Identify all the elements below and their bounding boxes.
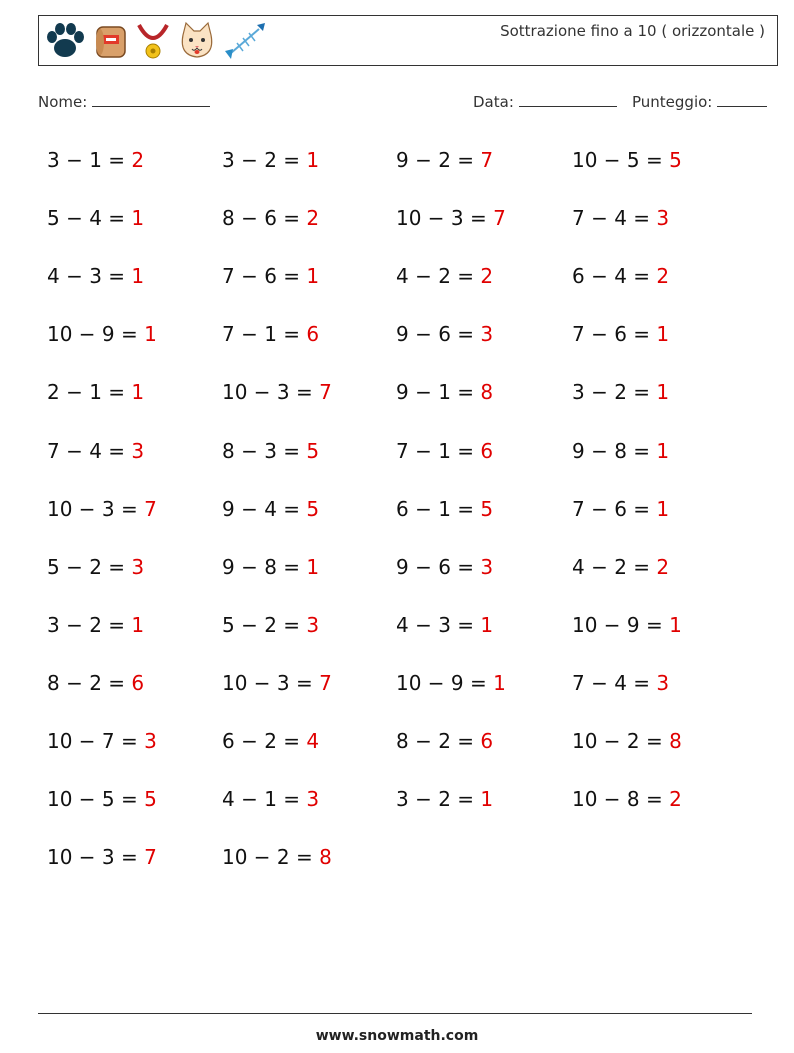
problem-question: 8 − 3 = — [222, 439, 307, 463]
problem-answer: 2 — [656, 264, 670, 288]
fish-bone-icon — [223, 21, 267, 61]
problem-answer: 3 — [306, 613, 320, 637]
problem-question: 10 − 8 = — [572, 787, 670, 811]
problem-item — [572, 612, 682, 638]
problem-item — [572, 496, 669, 522]
problem-item — [396, 438, 493, 464]
footer-divider — [38, 1013, 752, 1014]
worksheet-title: Sottrazione fino a 10 ( orizzontale ) — [500, 22, 765, 40]
problem-answer: 2 — [669, 787, 682, 811]
problem-question: 9 − 6 = — [396, 555, 481, 579]
problem-answer: 5 — [306, 439, 320, 463]
problem-item — [222, 612, 319, 638]
problem-answer: 7 — [319, 380, 332, 404]
problem-answer: 7 — [480, 148, 494, 172]
problem-item — [572, 147, 682, 173]
problem-item — [572, 205, 669, 231]
problem-question: 7 − 6 = — [222, 264, 307, 288]
problem-answer: 1 — [669, 613, 682, 637]
problem-item — [396, 263, 493, 289]
problem-item — [47, 728, 157, 754]
problem-question: 7 − 4 = — [572, 671, 657, 695]
problem-item — [572, 786, 682, 812]
problem-question: 2 − 1 = — [47, 380, 132, 404]
problem-item — [222, 786, 319, 812]
problem-question: 4 − 3 = — [47, 264, 132, 288]
name-label: Nome: — [38, 93, 88, 111]
problem-item — [47, 205, 144, 231]
problem-question: 10 − 7 = — [47, 729, 145, 753]
problem-answer: 6 — [480, 439, 494, 463]
problem-item — [47, 786, 157, 812]
problem-item — [47, 263, 144, 289]
name-field[interactable] — [38, 92, 210, 111]
problem-question: 6 − 1 = — [396, 497, 481, 521]
problem-question: 5 − 2 = — [222, 613, 307, 637]
problem-item — [47, 496, 157, 522]
problem-answer: 1 — [656, 380, 670, 404]
problem-item — [222, 379, 332, 405]
problem-answer: 1 — [306, 264, 320, 288]
problem-item — [396, 496, 493, 522]
header-icons — [43, 20, 267, 62]
problem-question: 10 − 3 = — [47, 845, 145, 869]
problem-item — [572, 321, 669, 347]
problem-question: 6 − 2 = — [222, 729, 307, 753]
problem-question: 10 − 9 = — [396, 671, 494, 695]
problem-question: 4 − 2 = — [572, 555, 657, 579]
problem-question: 8 − 6 = — [222, 206, 307, 230]
problem-answer: 3 — [480, 555, 494, 579]
problem-question: 5 − 4 = — [47, 206, 132, 230]
problem-answer: 6 — [306, 322, 320, 346]
problem-answer: 7 — [493, 206, 506, 230]
problem-answer: 7 — [144, 497, 157, 521]
problem-item — [396, 554, 493, 580]
problem-item — [396, 205, 506, 231]
worksheet-header — [38, 15, 778, 66]
problem-question: 7 − 4 = — [572, 206, 657, 230]
name-blank[interactable] — [92, 92, 210, 107]
problem-answer: 2 — [480, 264, 494, 288]
problem-question: 6 − 4 = — [572, 264, 657, 288]
problem-item — [396, 147, 493, 173]
problem-item — [47, 844, 157, 870]
problem-item — [222, 728, 319, 754]
problem-item — [222, 321, 319, 347]
problem-item — [572, 554, 669, 580]
problem-question: 9 − 8 = — [222, 555, 307, 579]
problem-item — [47, 321, 157, 347]
problem-item — [222, 147, 319, 173]
score-blank[interactable] — [717, 92, 767, 107]
problem-item — [222, 554, 319, 580]
problem-item — [222, 263, 319, 289]
problem-item — [222, 496, 319, 522]
footer-site: www.snowmath.com — [315, 1028, 479, 1044]
dog-bed-icon — [93, 21, 129, 61]
problem-question: 4 − 3 = — [396, 613, 481, 637]
problem-answer: 3 — [306, 787, 320, 811]
problem-answer: 7 — [319, 671, 332, 695]
problem-question: 9 − 1 = — [396, 380, 481, 404]
problem-question: 10 − 3 = — [222, 671, 320, 695]
problem-answer: 3 — [656, 206, 670, 230]
problem-item — [396, 670, 506, 696]
problem-item — [47, 670, 144, 696]
score-field[interactable] — [632, 92, 767, 111]
score-label: Punteggio: — [632, 93, 713, 111]
problem-item — [222, 670, 332, 696]
problem-answer: 5 — [480, 497, 494, 521]
problem-answer: 3 — [144, 729, 157, 753]
problem-answer: 1 — [480, 613, 494, 637]
problem-question: 9 − 6 = — [396, 322, 481, 346]
problem-item — [396, 379, 493, 405]
problem-item — [47, 147, 144, 173]
problem-answer: 1 — [656, 439, 670, 463]
problem-question: 8 − 2 = — [47, 671, 132, 695]
problem-answer: 1 — [306, 148, 320, 172]
problem-item — [47, 438, 144, 464]
date-blank[interactable] — [519, 92, 617, 107]
problem-item — [572, 379, 669, 405]
problem-item — [222, 844, 332, 870]
paw-print-icon — [43, 21, 87, 61]
problem-question: 3 − 1 = — [47, 148, 132, 172]
problem-item — [47, 612, 144, 638]
problem-item — [572, 670, 669, 696]
problem-answer: 1 — [131, 264, 145, 288]
problem-answer: 1 — [306, 555, 320, 579]
problem-item — [396, 728, 493, 754]
problem-answer: 7 — [144, 845, 157, 869]
problem-question: 3 − 2 = — [396, 787, 481, 811]
problem-answer: 2 — [306, 206, 320, 230]
problem-question: 3 − 2 = — [572, 380, 657, 404]
problem-answer: 1 — [131, 206, 145, 230]
problem-answer: 8 — [480, 380, 494, 404]
problem-item — [396, 321, 493, 347]
problem-question: 4 − 2 = — [396, 264, 481, 288]
problem-item — [572, 728, 682, 754]
problem-question: 7 − 1 = — [396, 439, 481, 463]
problem-question: 3 − 2 = — [222, 148, 307, 172]
problem-question: 5 − 2 = — [47, 555, 132, 579]
problem-answer: 3 — [131, 555, 145, 579]
problem-question: 9 − 8 = — [572, 439, 657, 463]
problem-item — [222, 205, 319, 231]
problem-answer: 8 — [319, 845, 332, 869]
problem-question: 4 − 1 = — [222, 787, 307, 811]
pet-collar-icon — [135, 21, 171, 61]
problem-answer: 3 — [131, 439, 145, 463]
problem-question: 10 − 2 = — [222, 845, 320, 869]
date-label: Data: — [473, 93, 514, 111]
problem-answer: 5 — [669, 148, 682, 172]
cat-face-icon — [177, 21, 217, 61]
problem-answer: 1 — [656, 322, 670, 346]
problem-question: 7 − 4 = — [47, 439, 132, 463]
problem-answer: 5 — [306, 497, 320, 521]
problem-question: 8 − 2 = — [396, 729, 481, 753]
problem-answer: 1 — [131, 380, 145, 404]
problem-question: 7 − 1 = — [222, 322, 307, 346]
problem-question: 10 − 5 = — [572, 148, 670, 172]
date-field[interactable] — [473, 92, 617, 111]
problem-item — [47, 554, 144, 580]
problem-answer: 2 — [656, 555, 670, 579]
problem-item — [572, 438, 669, 464]
problem-answer: 3 — [656, 671, 670, 695]
problem-question: 9 − 2 = — [396, 148, 481, 172]
problem-answer: 3 — [480, 322, 494, 346]
problem-answer: 8 — [669, 729, 682, 753]
problem-answer: 1 — [480, 787, 494, 811]
problem-answer: 1 — [493, 671, 506, 695]
problem-item — [396, 612, 493, 638]
problem-question: 10 − 9 = — [572, 613, 670, 637]
problem-question: 7 − 6 = — [572, 497, 657, 521]
problem-question: 10 − 3 = — [396, 206, 494, 230]
problem-question: 10 − 5 = — [47, 787, 145, 811]
problem-question: 10 − 3 = — [222, 380, 320, 404]
problem-answer: 1 — [656, 497, 670, 521]
problem-item — [222, 438, 319, 464]
problem-answer: 6 — [480, 729, 494, 753]
problem-item — [572, 263, 669, 289]
problem-answer: 1 — [131, 613, 145, 637]
problem-item — [47, 379, 144, 405]
problem-answer: 6 — [131, 671, 145, 695]
problem-answer: 1 — [144, 322, 157, 346]
problem-question: 3 − 2 = — [47, 613, 132, 637]
problem-answer: 4 — [306, 729, 320, 753]
problem-answer: 2 — [131, 148, 145, 172]
problem-question: 10 − 9 = — [47, 322, 145, 346]
problem-question: 10 − 2 = — [572, 729, 670, 753]
problem-answer: 5 — [144, 787, 157, 811]
problem-item — [396, 786, 493, 812]
problem-question: 7 − 6 = — [572, 322, 657, 346]
problem-question: 10 − 3 = — [47, 497, 145, 521]
problem-question: 9 − 4 = — [222, 497, 307, 521]
